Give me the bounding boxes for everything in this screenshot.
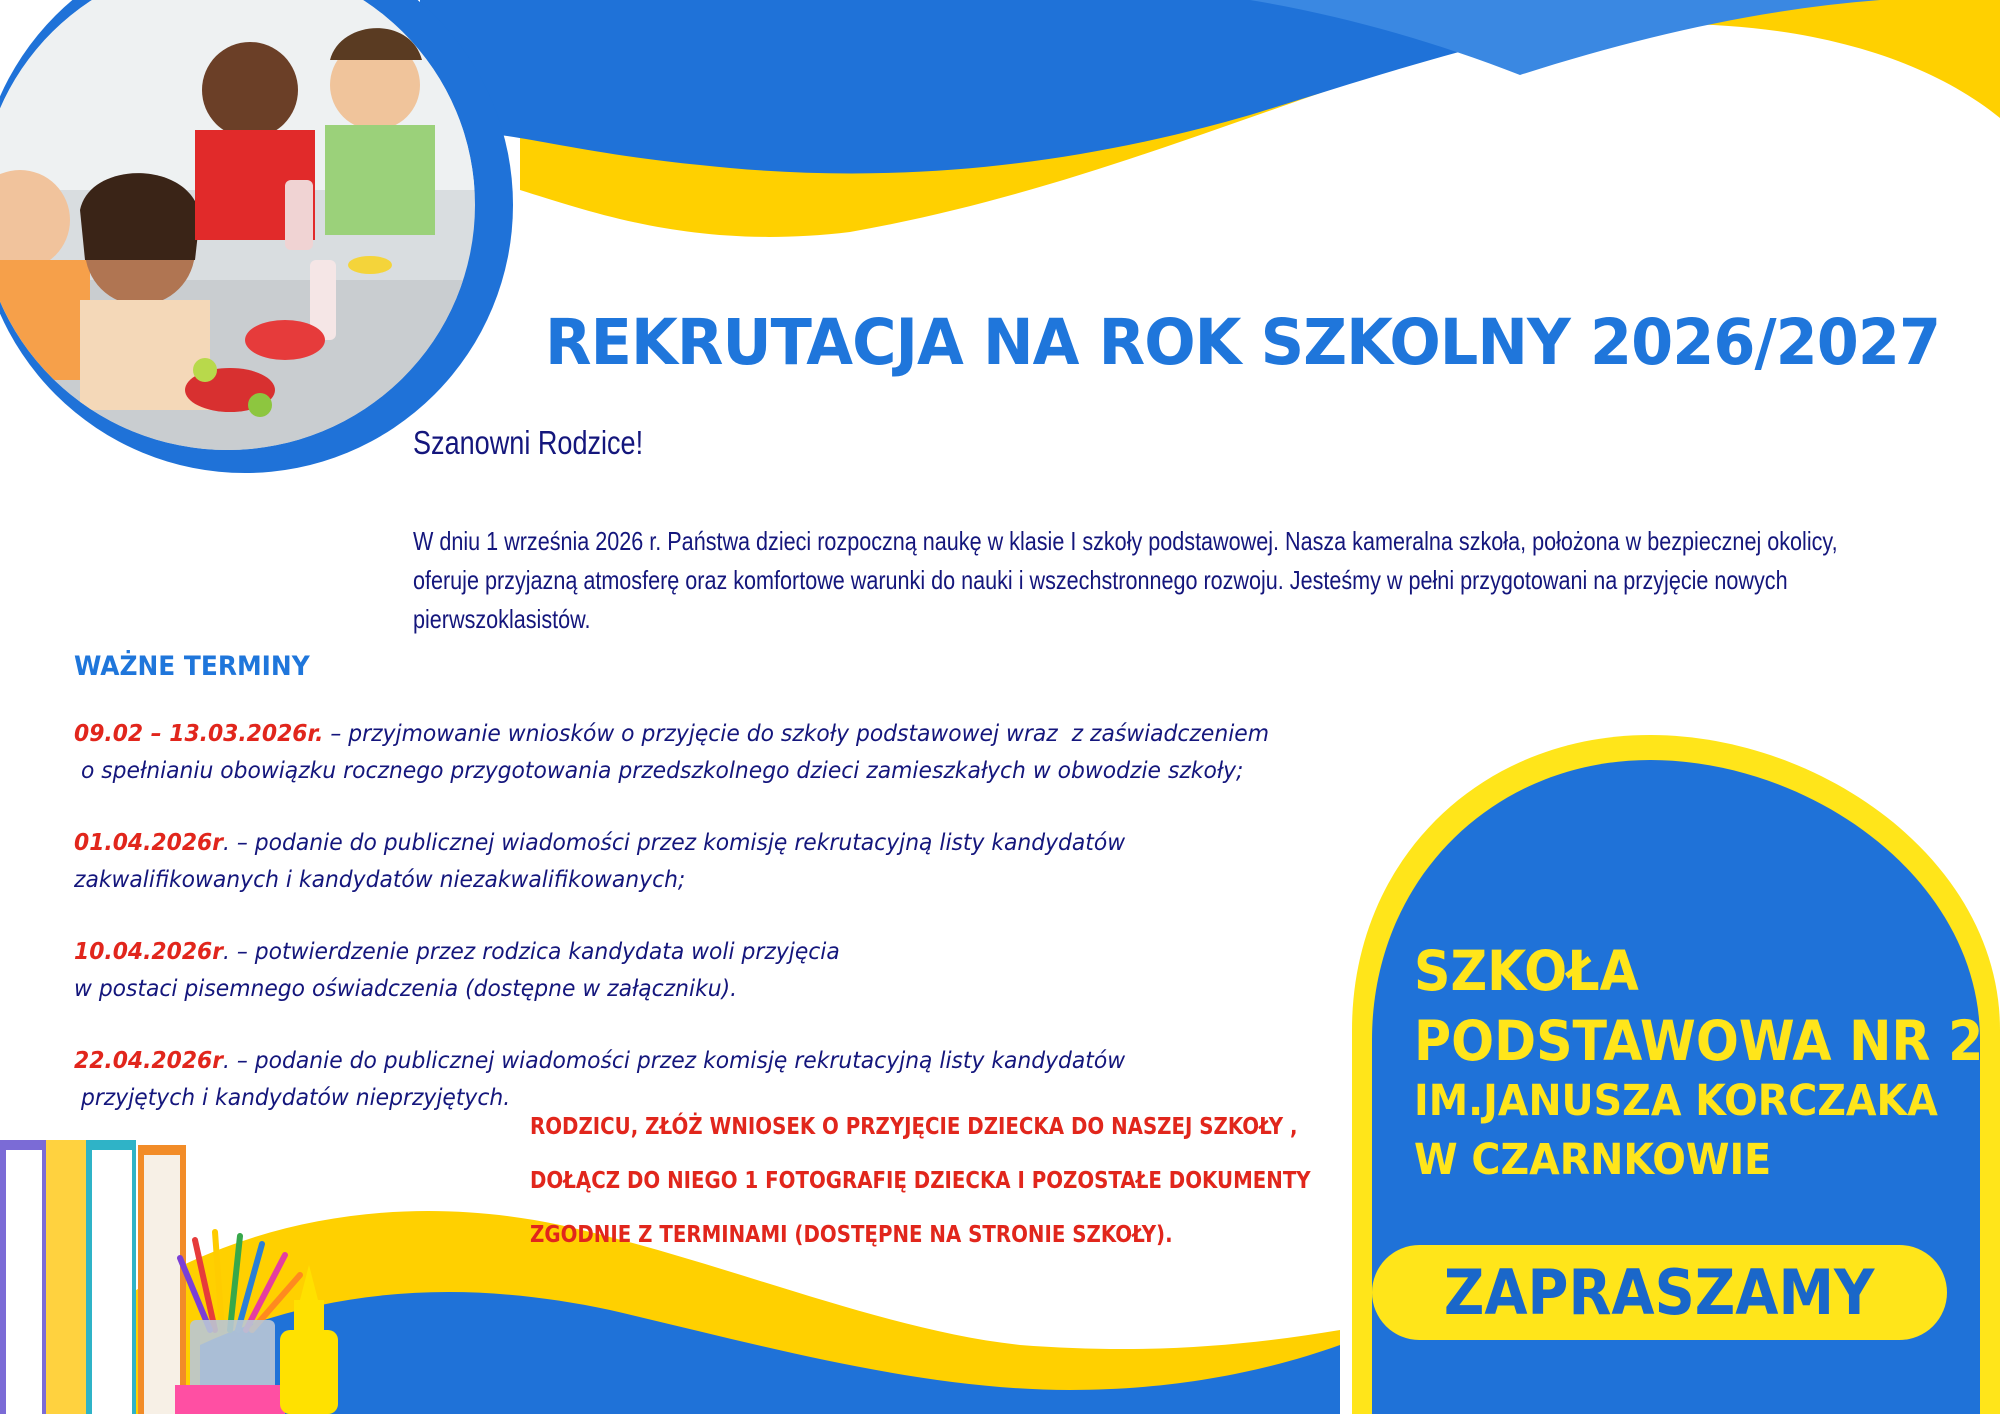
notice-line: DOŁĄCZ DO NIEGO 1 FOTOGRAFIĘ DZIECKA I POZOSTAŁE DOKUMENTY (530, 1168, 1311, 1194)
date-value: 01.04.2026r (74, 830, 224, 856)
school-location-line: W CZARNKOWIE (1414, 1135, 1772, 1185)
date-description: – przyjmowanie wniosków o przyjęcie do szkoły podstawowej wraz z zaświadczeniem (323, 721, 1269, 747)
date-item (74, 934, 1309, 1008)
date-item (74, 825, 1309, 899)
important-dates-list (74, 716, 1309, 1152)
intro-line: pierwszoklasistów. (413, 604, 591, 634)
date-description-cont: w postaci pisemnego oświadczenia (dostępne w załączniku). (74, 976, 738, 1002)
school-name-line: PODSTAWOWA NR 2 (1414, 1009, 1984, 1073)
date-value: 09.02 – 13.03.2026r. (74, 721, 324, 747)
date-description: . – potwierdzenie przez rodzica kandydata woli przyjęcia (223, 939, 840, 965)
date-description: . – podanie do publicznej wiadomości przez komisję rekrutacyjną listy kandydatów (223, 830, 1126, 856)
notice-line: RODZICU, ZŁÓŻ WNIOSEK O PRZYJĘCIE DZIECKA DO NASZEJ SZKOŁY , (530, 1114, 1298, 1140)
school-name (1414, 940, 2000, 1190)
date-item (74, 716, 1309, 790)
intro-line: oferuje przyjazną atmosferę oraz komfortowe warunki do nauki i wszechstronnego rozwoju. Jesteśmy w pełni przygotowani na przyjęcie nowych (413, 565, 1788, 595)
date-value: 22.04.2026r (74, 1048, 224, 1074)
page-title: REKRUTACJA NA ROK SZKOLNY 2026/2027 (545, 306, 1941, 379)
date-description: . – podanie do publicznej wiadomości przez komisję rekrutacyjną listy kandydatów (223, 1048, 1126, 1074)
school-name-line: SZKOŁA (1414, 939, 1639, 1003)
date-item (74, 1043, 1309, 1117)
date-description-cont: zakwalifikowanych i kandydatów niezakwalifikowanych; (74, 867, 686, 893)
application-notice (530, 1111, 1311, 1273)
invite-banner (1372, 1245, 1947, 1340)
school-patron-line: IM.JANUSZA KORCZAKA (1414, 1076, 1938, 1126)
intro-paragraph (413, 522, 1949, 639)
intro-line: W dniu 1 września 2026 r. Państwa dzieci rozpoczną naukę w klasie I szkoły podstawowej. Nasza kameralna szkoła, położona w bezpiecznej okolicy, (413, 526, 1838, 556)
invite-label: ZAPRASZAMY (1444, 1256, 1875, 1329)
date-description-cont: przyjętych i kandydatów nieprzyjętych. (74, 1085, 511, 1111)
date-value: 10.04.2026r (74, 939, 224, 965)
date-description-cont: o spełnianiu obowiązku rocznego przygotowania przedszkolnego dzieci zamieszkałych w obwodzie szkoły; (74, 758, 1244, 784)
notice-line: ZGODNIE Z TERMINAMI (DOSTĘPNE NA STRONIE SZKOŁY). (530, 1222, 1173, 1248)
greeting: Szanowni Rodzice! (413, 424, 644, 461)
important-dates-heading: WAŻNE TERMINY (74, 651, 310, 682)
